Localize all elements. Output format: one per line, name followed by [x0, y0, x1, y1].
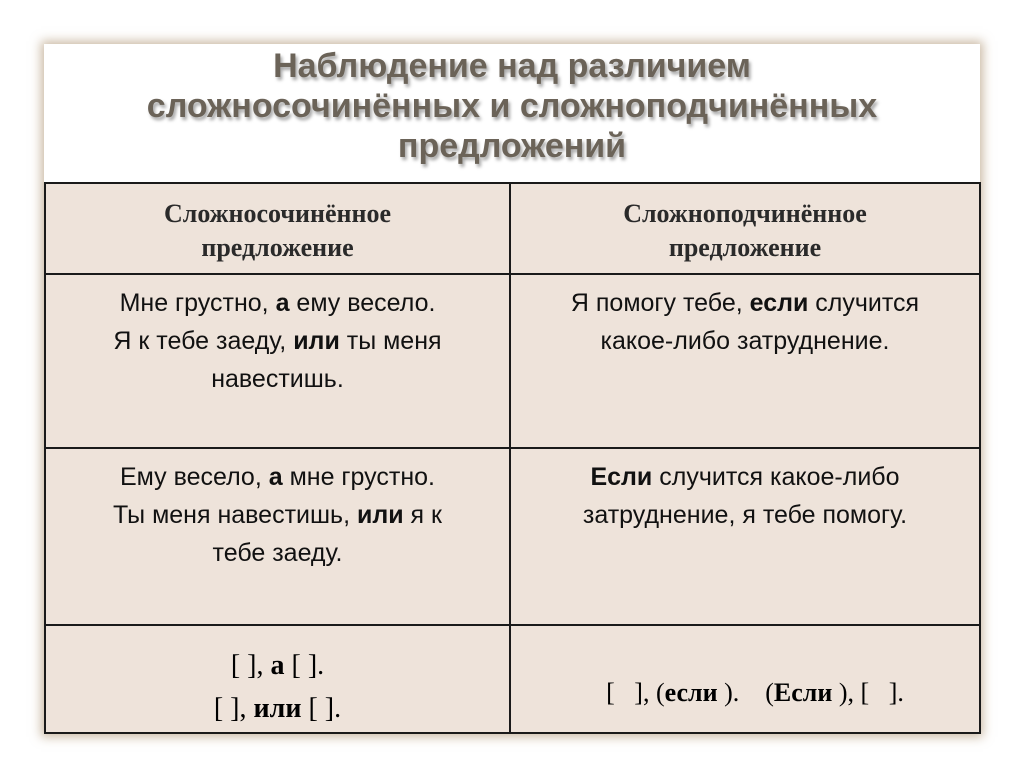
example-line: Если случится какое-либо	[590, 463, 900, 491]
cell-scheme-compound	[45, 625, 510, 733]
example-line: какое-либо затруднение.	[600, 327, 890, 355]
conjunction: если	[664, 678, 718, 707]
comparison-table	[44, 182, 981, 734]
example-line: навестишь.	[211, 365, 344, 393]
header-left-line-1: Сложносочинённое	[163, 199, 392, 228]
table-row	[45, 274, 980, 448]
conjunction: или	[293, 327, 340, 355]
scheme-line: [ ], или [ ].	[213, 693, 342, 724]
header-left-line-2: предложение	[201, 233, 354, 262]
table-row	[45, 625, 980, 733]
table-row	[45, 448, 980, 625]
header-compound-sentence	[45, 183, 510, 274]
header-complex-sentence	[510, 183, 980, 274]
scheme-line: [ ], (если ). (Если ), [ ].	[606, 678, 904, 707]
title-line-3: предложений	[397, 127, 627, 165]
conjunction: а	[268, 463, 283, 491]
conjunction: Если	[773, 678, 833, 707]
example-line: Ему весело, а мне грустно.	[120, 463, 435, 491]
conjunction: если	[749, 289, 809, 317]
scheme-line: [ ], а [ ].	[230, 650, 325, 681]
example-line: Мне грустно, а ему весело.	[119, 289, 436, 317]
example-line: Ты меня навестишь, или я к	[113, 501, 442, 529]
header-right-line-1: Сложноподчинённое	[623, 199, 867, 228]
cell-example-complex-1	[510, 274, 980, 448]
title-line-1: Наблюдение над различием	[273, 47, 751, 85]
cell-example-compound-2	[45, 448, 510, 625]
header-right-line-2: предложение	[668, 233, 822, 262]
conjunction: или	[253, 693, 302, 724]
example-line: затруднение, я тебе помогу.	[582, 501, 908, 529]
cell-example-compound-1	[45, 274, 510, 448]
example-line: тебе заеду.	[212, 539, 343, 567]
conjunction: а	[275, 289, 290, 317]
slide-title	[44, 46, 980, 166]
example-line: Я к тебе заеду, или ты меня	[113, 327, 442, 355]
conjunction: или	[356, 501, 404, 529]
conjunction: а	[270, 650, 285, 681]
conjunction: Если	[590, 463, 653, 491]
cell-example-complex-2	[510, 448, 980, 625]
cell-scheme-complex	[510, 625, 980, 733]
example-line: Я помогу тебе, если случится	[570, 289, 920, 317]
table-header-row	[45, 183, 980, 274]
title-line-2: сложносочинённых и сложноподчинённых	[146, 87, 878, 125]
